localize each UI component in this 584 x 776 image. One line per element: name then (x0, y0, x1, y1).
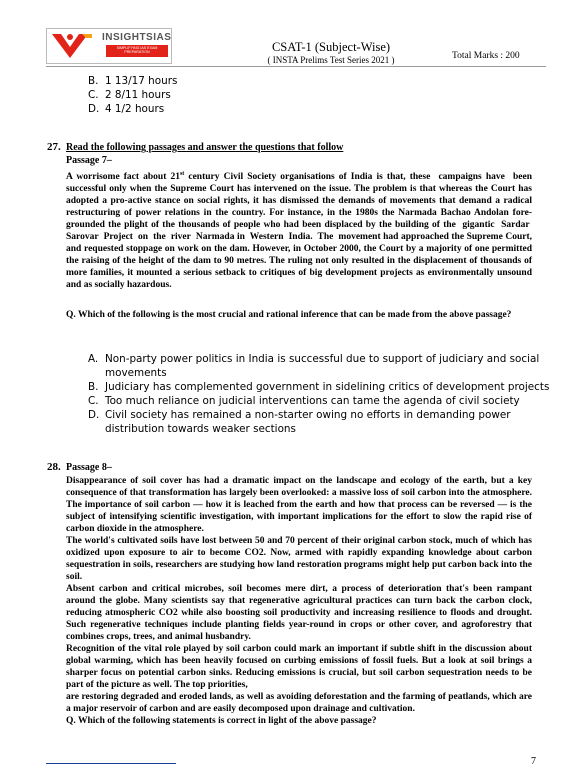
passage-paragraph: Recognition of the vital role played by soil carbon could mark an important if subtle shift in the discussion about global warming, which has been heavily focused on curbing emissions of fossil fuels. But a look at soil brings a sharper focus on potential carbon sinks. Reducing emissions is crucial, but soil carbon sequestration needs to be part of the picture as well. The top priorities, (66, 644, 532, 690)
option-text: Judiciary has complemented government in sidelining critics of development projects (105, 381, 550, 393)
page-number: 7 (531, 756, 536, 767)
passage-label: Passage 8– (66, 462, 112, 473)
option-text: Non-party power politics in India is successful due to support of judiciary and social (105, 353, 540, 365)
option-key: B. (88, 75, 99, 87)
passage-label: Passage 7– (66, 155, 112, 166)
question-heading: Read the following passages and answer the questions that follow (66, 142, 344, 153)
option-key: A. (88, 353, 99, 365)
logo-tagline: SIMPLIFYING IAS EXAM PREPARATION (106, 45, 168, 57)
passage-paragraph: The world's cultivated soils have lost between 50 and 70 percent of their original carbon stock, much of which has oxidized upon exposure to air to become CO2. Now, armed with rapidly expanding knowledge about carbon sequestration in soils, researchers are studying how land restoration programs might help put carbon back into the soil. (66, 536, 532, 582)
passage-text: A worrisome fact about 21st century Civil Society organisations of India is that, these campaigns have been successful only when the Supreme Court has intervened on the issue. The problem is that whereas the Court has adopted a pro-active stance on social rights, it has dismissed the demands of movements that demand a radical restructuring of power relations in the country. For instance, in the 1980s the Narmada Bachao Andolan fore-grounded the plight of the thousands of people who had been displaced by the building of the gigantic Sardar Sarovar Project on the river Narmada in Western India. The movement had approached the Supreme Court, and requested stoppage on work on the dam. However, in October 2000, the Court by a majority of one permitted the raising of the height of the dam to 90 metres. The ruling not only resulted in the displacement of thousands of more families, it mounted a serious setback to critiques of big development projects as environmentally unsound and as socially hazardous. (66, 171, 532, 291)
option-text: 1 13/17 hours (105, 75, 178, 87)
option-key: D. (88, 103, 100, 115)
test-subtitle: ( INSTA Prelims Test Series 2021 ) (267, 55, 395, 65)
option-text-continued: movements (105, 367, 167, 379)
option-key: C. (88, 89, 99, 101)
insightsias-logo (46, 28, 172, 64)
option-text: Too much reliance on judicial interventions can tame the agenda of civil society (105, 395, 520, 407)
option-text: Civil society has remained a non-starter owing no efforts in demanding power (105, 409, 511, 421)
passage-paragraph: Absent carbon and critical microbes, soil becomes mere dirt, a process of deterioration that's been rampant around the globe. Many scientists say that regenerative agricultural practices can turn back the carbon clock, reducing atmospheric CO2 while also boosting soil productivity and increasing resilience to floods and drought. Such regenerative techniques include planting fields year-round in crops or other cover, and agroforestry that combines crops, trees, and animal husbandry. (66, 584, 532, 642)
logo-name: INSIGHTSIAS (102, 32, 172, 43)
option-text: 2 8/11 hours (105, 89, 171, 101)
option-text-continued: distribution towards weaker sections (105, 423, 296, 435)
footer-divider (46, 763, 176, 764)
option-text: 4 1/2 hours (105, 103, 165, 115)
option-key: C. (88, 395, 99, 407)
header-divider (46, 66, 546, 67)
option-key: D. (88, 409, 100, 421)
question-number: 28. (47, 461, 61, 473)
test-title: CSAT-1 (Subject-Wise) (271, 40, 391, 54)
passage-paragraph: are restoring degraded and eroded lands, as well as avoiding deforestation and the farming of peatlands, which are a major reservoir of carbon and are easily decomposed upon drainage and cultivation. (66, 692, 532, 714)
question-prompt: Q. Which of the following is the most crucial and rational inference that can be made from the above passage? (66, 310, 512, 320)
passage-body (66, 475, 532, 727)
passage-paragraph: Disappearance of soil cover has had a dramatic impact on the landscape and ecology of the earth, but a key consequence of that transformation has largely been overlooked: a massive loss of soil carbon into the atmosphere. The importance of soil carbon — how it is leached from the earth and how that process can be reversed — is the subject of intensifying scientific investigation, with important implications for the effort to slow the rapid rise of carbon dioxide in the atmosphere. (66, 476, 532, 534)
question-prompt: Q. Which of the following statements is correct in light of the above passage? (66, 716, 377, 726)
question-number: 27. (47, 141, 61, 153)
option-key: B. (88, 381, 99, 393)
total-marks: Total Marks : 200 (452, 51, 520, 61)
